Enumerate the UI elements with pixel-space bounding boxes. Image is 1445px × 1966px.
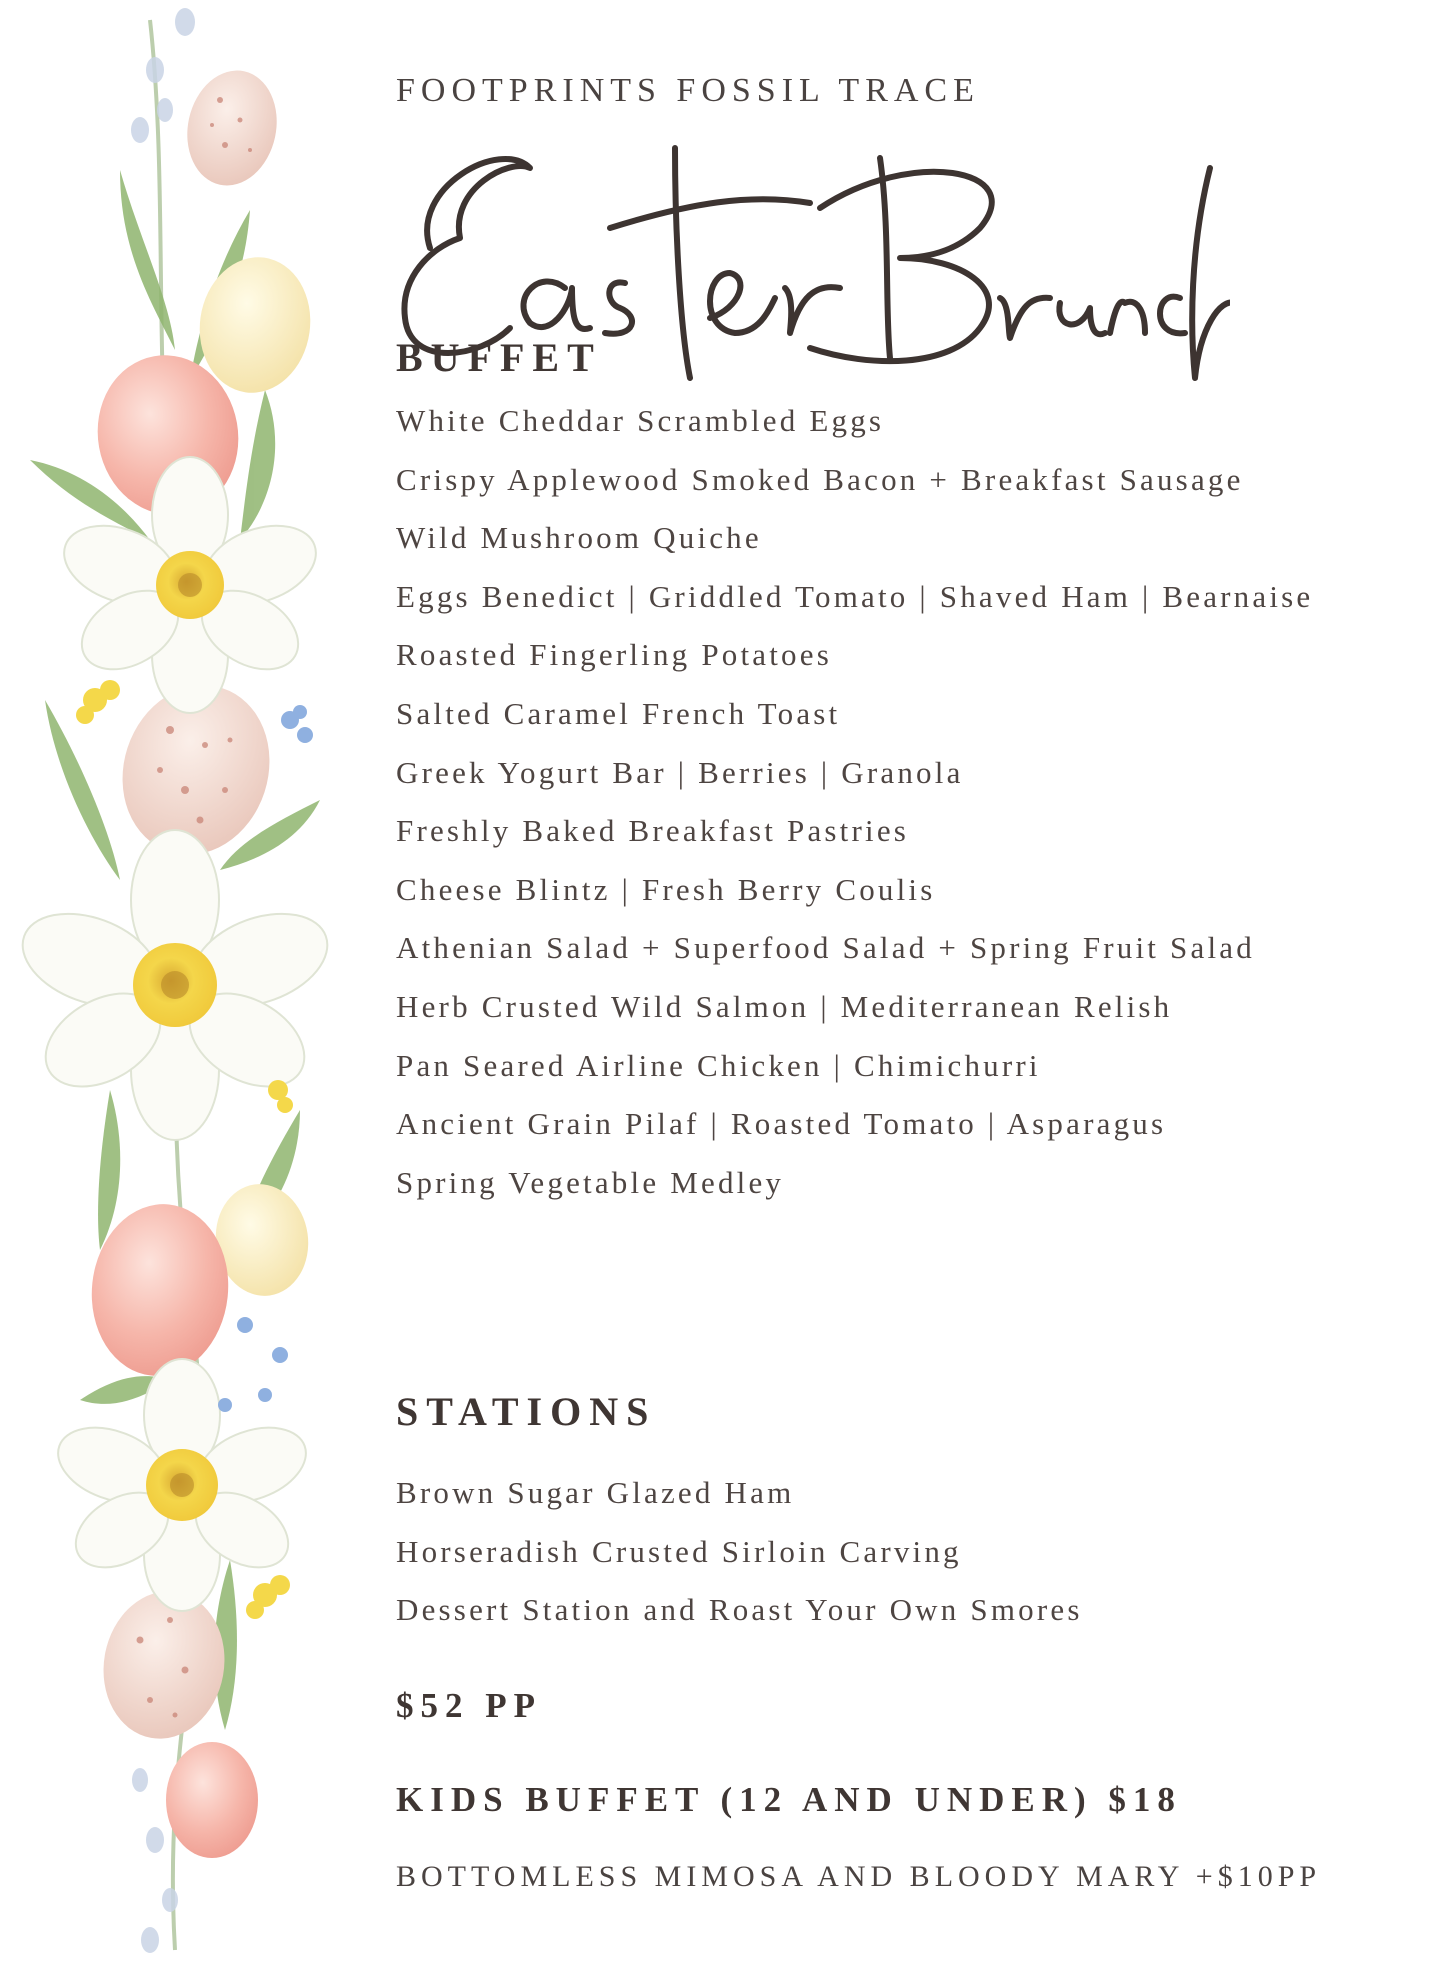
daffodil-icon <box>10 457 340 1611</box>
list-item: Ancient Grain Pilaf | Roasted Tomato | Asparagus <box>396 1106 1167 1142</box>
list-item: Roasted Fingerling Potatoes <box>396 637 832 673</box>
list-item: Salted Caramel French Toast <box>396 695 841 731</box>
drinks-addon: BOTTOMLESS MIMOSA AND BLOODY MARY +$10PP <box>396 1860 1322 1893</box>
list-item: Brown Sugar Glazed Ham <box>396 1475 795 1510</box>
restaurant-name: FOOTPRINTS FOSSIL TRACE <box>396 72 980 109</box>
list-item: Dessert Station and Roast Your Own Smores <box>396 1592 1083 1628</box>
floral-egg-garland <box>0 0 340 1966</box>
list-item: Athenian Salad + Superfood Salad + Spring Fruit Salad <box>396 930 1255 966</box>
list-item: Herb Crusted Wild Salmon | Mediterranean Relish <box>396 988 1173 1024</box>
stations-list <box>396 1464 1083 1640</box>
list-item: Greek Yogurt Bar | Berries | Granola <box>396 754 964 790</box>
list-item: Pan Seared Airline Chicken | Chimichurri <box>396 1047 1041 1083</box>
list-item: Eggs Benedict | Griddled Tomato | Shaved Ham | Bearnaise <box>396 578 1314 614</box>
list-item: Freshly Baked Breakfast Pastries <box>396 813 910 849</box>
list-item: Cheese Blintz | Fresh Berry Coulis <box>396 871 936 907</box>
adult-price: $52 PP <box>396 1686 543 1725</box>
list-item: Spring Vegetable Medley <box>396 1164 785 1200</box>
list-item: Crispy Applewood Smoked Bacon + Breakfast Sausage <box>396 461 1244 497</box>
stations-heading: STATIONS <box>396 1389 657 1434</box>
list-item: Horseradish Crusted Sirloin Carving <box>396 1533 962 1569</box>
kids-price: KIDS BUFFET (12 AND UNDER) $18 <box>396 1780 1182 1819</box>
list-item: White Cheddar Scrambled Eggs <box>396 403 885 438</box>
list-item: Wild Mushroom Quiche <box>396 520 762 556</box>
buffet-heading: BUFFET <box>396 335 602 380</box>
buffet-list <box>396 392 1313 1212</box>
